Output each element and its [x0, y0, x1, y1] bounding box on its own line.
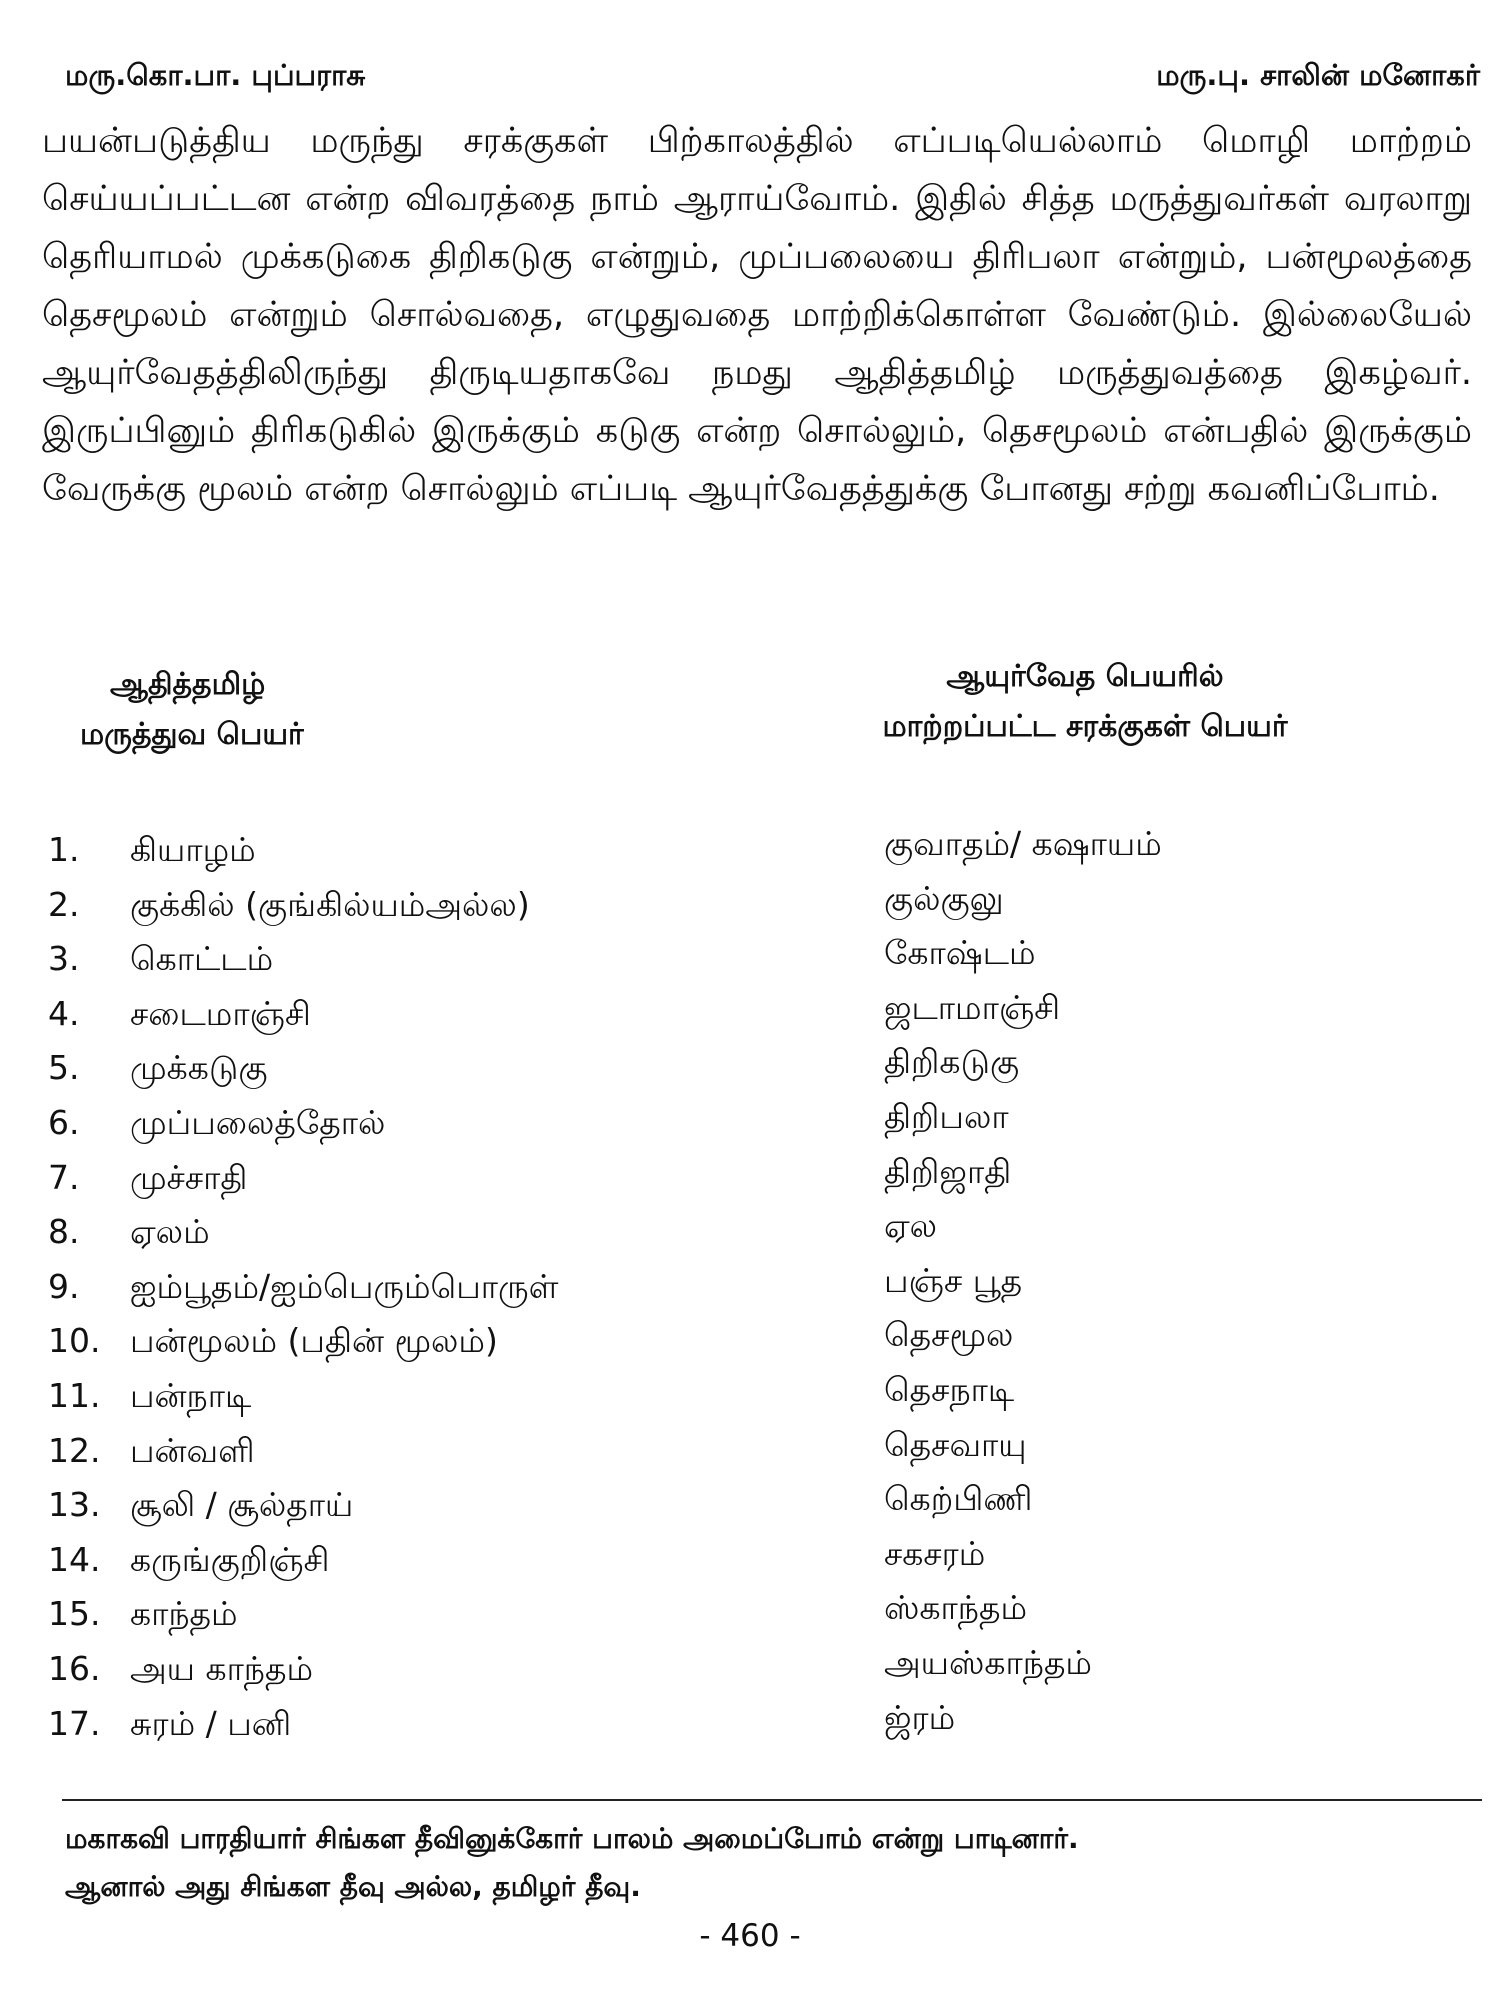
list-item: [48, 823, 1448, 878]
list-item-number: 1.: [48, 830, 80, 869]
tamil-term: சூலி / சூல்தாய்: [130, 1485, 354, 1525]
ayurveda-term: தெசவாயு: [884, 1424, 1027, 1464]
header-right-author: மரு.பு. சாலின் மனோகர்: [1156, 58, 1480, 92]
tamil-term: பன்நாடி: [130, 1375, 252, 1415]
header-left-author: மரு.கொ.பா. புப்பராசு: [65, 58, 366, 92]
list-item-number: 6.: [48, 1102, 80, 1142]
ayurveda-term: ஜடாமாஞ்சி: [884, 987, 1061, 1027]
list-item-number: 16.: [48, 1648, 101, 1688]
ayurveda-term: திறிபலா: [884, 1096, 1009, 1136]
list-item-number: 8.: [48, 1212, 80, 1252]
list-item: [48, 1205, 1448, 1260]
list-item-number: 4.: [48, 993, 80, 1033]
ayurveda-term: பஞ்ச பூத: [884, 1260, 1023, 1300]
tamil-term: சடைமாஞ்சி: [130, 993, 311, 1033]
term-comparison-list: [48, 823, 1448, 1751]
ayurveda-term: ஏல: [884, 1206, 938, 1246]
list-item-number: 13.: [48, 1485, 101, 1525]
column-heading-tamil: [80, 660, 304, 760]
list-item-number: 7.: [48, 1157, 80, 1197]
ayurveda-term: ஸ்காந்தம்: [884, 1588, 1028, 1628]
list-item: [48, 1314, 1448, 1369]
list-item-number: 10.: [48, 1321, 101, 1361]
tamil-term: காந்தம்: [130, 1594, 238, 1634]
column-heading-ayurveda: [795, 652, 1375, 752]
footnote-line2: ஆனால் அது சிங்கள தீவு அல்ல, தமிழர் தீவு.: [65, 1870, 641, 1903]
list-item-number: 2.: [48, 884, 80, 924]
list-item: [48, 1533, 1448, 1588]
ayurveda-term: சகசரம்: [884, 1533, 986, 1573]
tamil-term: குக்கில் (குங்கில்யம்அல்ல): [130, 884, 530, 924]
list-item-number: 5.: [48, 1048, 80, 1088]
footnote-divider: [62, 1799, 1482, 1801]
tamil-term: கியாழம்: [130, 830, 256, 869]
ayurveda-term: திறிஜாதி: [884, 1151, 1012, 1191]
list-item: [48, 1260, 1448, 1315]
list-item: [48, 1697, 1448, 1752]
footnote: [65, 1815, 1475, 1911]
column-heading-ayurveda-line2: மாற்றப்பட்ட சரக்குகள் பெயர்: [882, 709, 1288, 744]
list-item: [48, 987, 1448, 1042]
tamil-term: முச்சாதி: [130, 1157, 248, 1197]
column-heading-tamil-line2: மருத்துவ பெயர்: [80, 717, 304, 752]
list-item-number: 17.: [48, 1703, 101, 1743]
ayurveda-term: திறிகடுகு: [884, 1042, 1020, 1082]
list-item: [48, 1478, 1448, 1533]
column-heading-ayurveda-line1: ஆயுர்வேத பெயரில்: [946, 659, 1224, 694]
tamil-term: அய காந்தம்: [130, 1648, 314, 1688]
tamil-term: பன்மூலம் (பதின் மூலம்): [130, 1321, 498, 1361]
ayurveda-term: கெற்பிணி: [884, 1479, 1033, 1519]
list-item-number: 12.: [48, 1430, 101, 1470]
tamil-term: கொட்டம்: [130, 939, 274, 979]
list-item: [48, 1096, 1448, 1151]
list-item: [48, 1424, 1448, 1479]
ayurveda-term: தெசநாடி: [884, 1369, 1015, 1409]
tamil-term: முக்கடுகு: [130, 1048, 268, 1088]
column-heading-tamil-line1: ஆதித்தமிழ்: [110, 667, 266, 702]
list-item-number: 3.: [48, 939, 80, 979]
tamil-term: முப்பலைத்தோல்: [130, 1102, 386, 1142]
list-item: [48, 1642, 1448, 1697]
ayurveda-term: அயஸ்காந்தம்: [884, 1642, 1092, 1682]
ayurveda-term: கோஷ்டம்: [884, 933, 1036, 973]
list-item: [48, 1041, 1448, 1096]
list-item: [48, 1151, 1448, 1206]
running-header: [65, 52, 1480, 102]
list-item-number: 11.: [48, 1375, 101, 1415]
tamil-term: ஏலம்: [130, 1212, 210, 1252]
list-item: [48, 1369, 1448, 1424]
ayurveda-term: குவாதம்/ கஷாயம்: [884, 824, 1162, 863]
tamil-term: ஐம்பூதம்/ஐம்பெரும்பொருள்: [130, 1266, 559, 1306]
tamil-term: கருங்குறிஞ்சி: [130, 1539, 330, 1579]
body-paragraph: பயன்படுத்திய மருந்து சரக்குகள் பிற்காலத்தில் எப்படியெல்லாம் மொழி மாற்றம் செய்யப்பட்டன என்ற விவரத்தை நாம் ஆராய்வோம். இதில் சித்த மருத்துவர்கள் வரலாறு தெரியாமல் முக்கடுகை திறிகடுகு என்றும், முப்பலையை திரிபலா என்றும், பன்மூலத்தை தெசமூலம் என்றும் சொல்வதை, எழுதுவதை மாற்றிக்கொள்ள வேண்டும். இல்லையேல் ஆயுர்வேதத்திலிருந்து திருடியதாகவே நமது ஆதித்தமிழ் மருத்துவத்தை இகழ்வர். இருப்பினும் திரிகடுகில் இருக்கும் கடுகு என்ற சொல்லும், தெசமூலம் என்பதில் இருக்கும் வேருக்கு மூலம் என்ற சொல்லும் எப்படி ஆயுர்வேதத்துக்கு போனது சற்று கவனிப்போம்.: [42, 121, 1472, 509]
list-item-number: 15.: [48, 1594, 101, 1634]
list-item: [48, 878, 1448, 933]
footnote-line1: மகாகவி பாரதியார் சிங்கள தீவினுக்கோர் பாலம் அமைப்போம் என்று பாடினார்.: [65, 1822, 1079, 1855]
tamil-term: சுரம் / பனி: [130, 1703, 292, 1743]
list-item-number: 14.: [48, 1539, 101, 1579]
list-item-number: 9.: [48, 1266, 80, 1306]
ayurveda-term: ஜ்ரம்: [884, 1697, 956, 1737]
ayurveda-term: தெசமூல: [884, 1315, 1014, 1355]
page-number: - 460 -: [699, 1918, 801, 1954]
list-item: [48, 1587, 1448, 1642]
tamil-term: பன்வளி: [130, 1430, 255, 1470]
list-item: [48, 932, 1448, 987]
ayurveda-term: குல்குலு: [884, 878, 1004, 918]
